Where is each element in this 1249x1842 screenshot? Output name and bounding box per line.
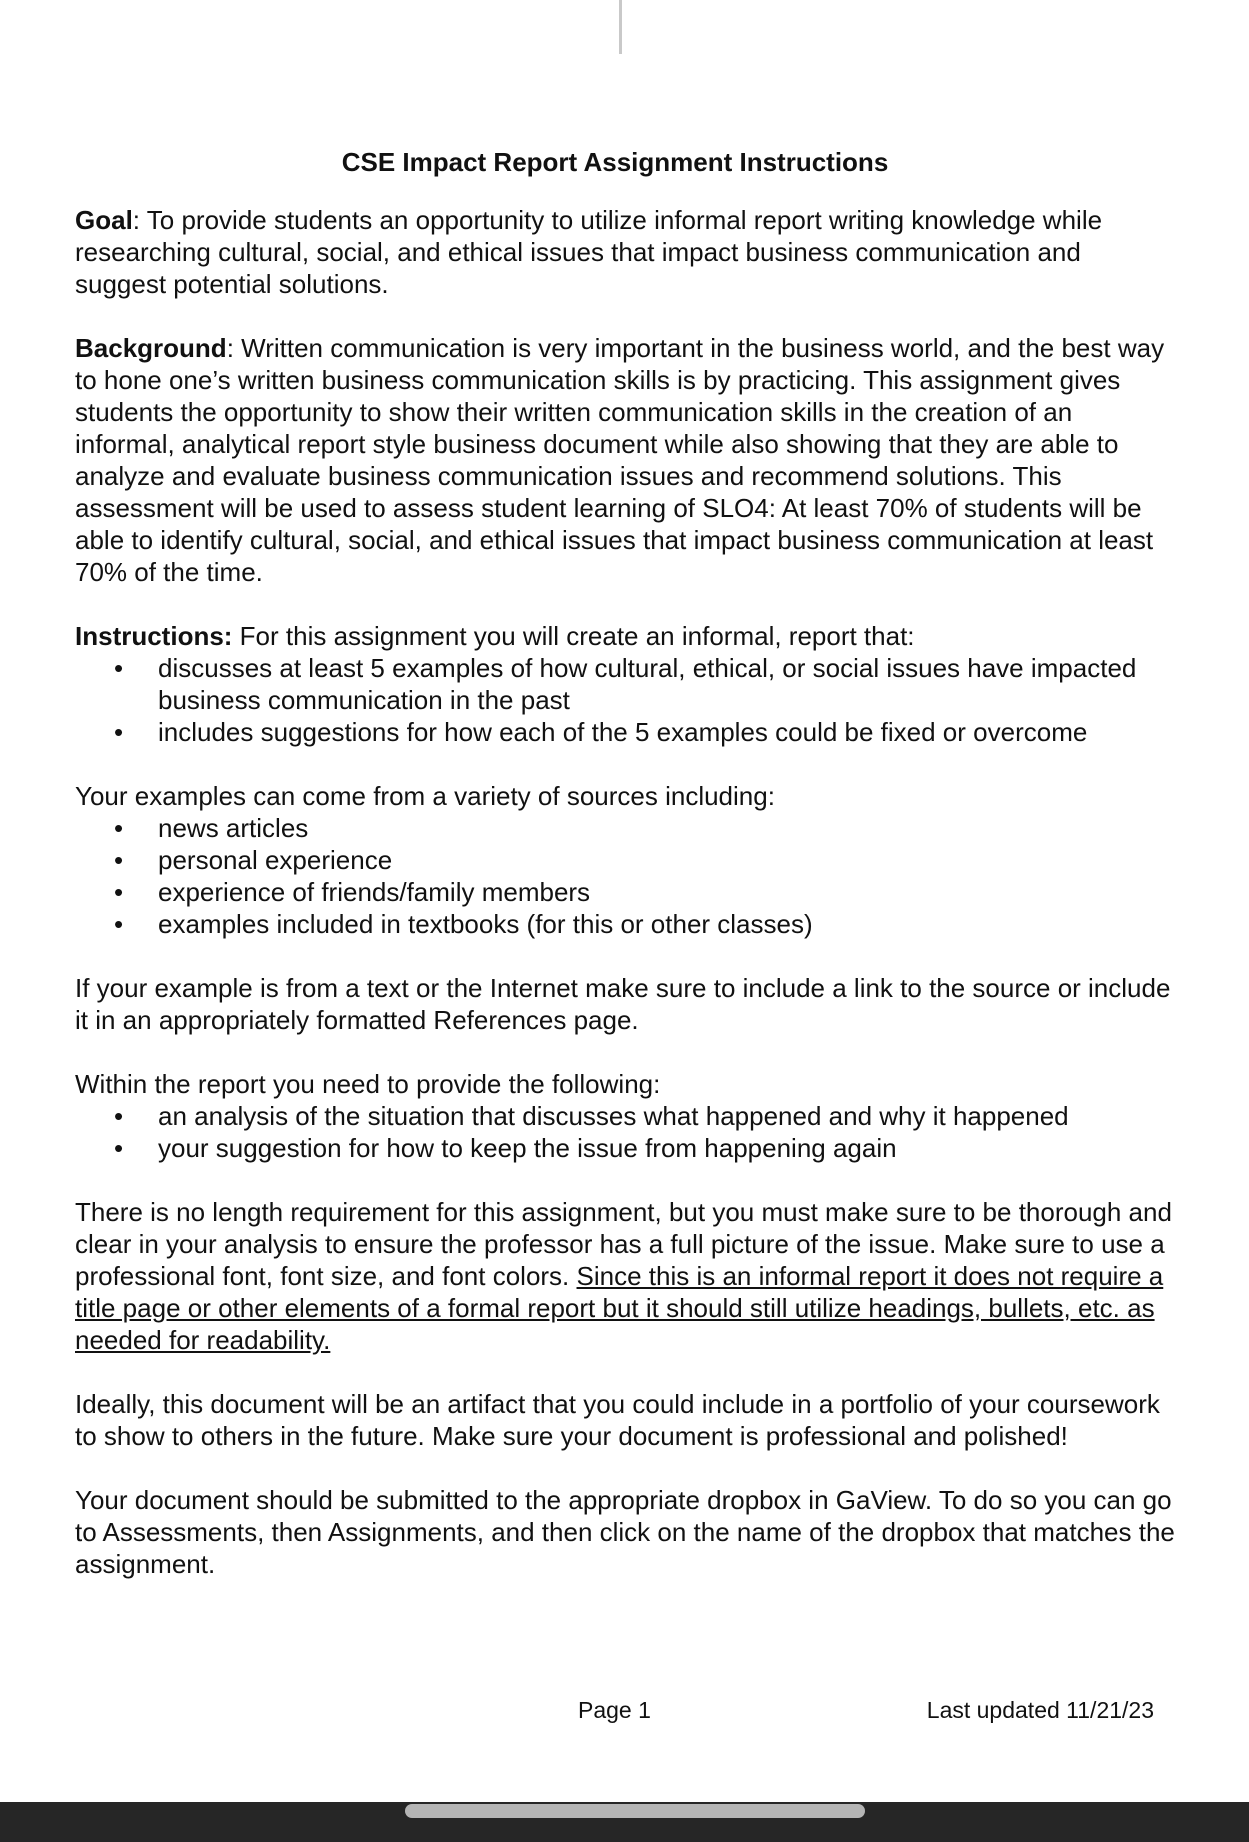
length-text: There is no length requirement for this assignment, but you must make sure to be thorough and clear in your analysis to ensure the professor has a full picture of the issue. Make sure to use a professional font, font size, and font colors.	[75, 1197, 1172, 1291]
citation-note: If your example is from a text or the Internet make sure to include a link to the source or include it in an appropriately formatted References page.	[75, 973, 1171, 1035]
instructions-text: For this assignment you will create an informal, report that:	[232, 621, 915, 651]
report-contents-intro: Within the report you need to provide the following:	[75, 1069, 661, 1099]
goal-paragraph	[75, 204, 1175, 300]
length-paragraph	[75, 1196, 1175, 1356]
length-underlined-text: Since this is an informal report it does not require a title page or other elements of a formal report but it should still utilize headings, bullets, etc. as needed for readability.	[75, 1261, 1164, 1355]
list-item: • news articles	[158, 812, 1175, 844]
goal-text: : To provide students an opportunity to utilize informal report writing knowledge while researching cultural, social, and ethical issues that impact business communication and suggest potential solutions.	[75, 205, 1103, 299]
goal-label: Goal	[75, 205, 133, 235]
sources-intro: Your examples can come from a variety of sources including:	[75, 781, 775, 811]
instructions-list	[75, 652, 1175, 748]
instructions-paragraph	[75, 620, 1175, 652]
sources-list	[75, 812, 1175, 940]
scroll-handle[interactable]	[405, 1804, 865, 1818]
background-label: Background	[75, 333, 227, 363]
submission-paragraph: Your document should be submitted to the appropriate dropbox in GaView. To do so you can go to Assessments, then Assignments, and then click on the name of the dropbox that matches the assignment.	[75, 1485, 1175, 1579]
document-page	[75, 146, 1175, 1612]
list-item: • includes suggestions for how each of the 5 examples could be fixed or overcome	[158, 716, 1175, 748]
instructions-label: Instructions:	[75, 621, 233, 651]
report-contents-list	[75, 1100, 1175, 1164]
list-item: • discusses at least 5 examples of how cultural, ethical, or social issues have impacted business communication in the past	[158, 652, 1175, 716]
background-paragraph	[75, 332, 1175, 588]
page-number: Page 1	[578, 1697, 651, 1723]
list-item: • examples included in textbooks (for this or other classes)	[158, 908, 1175, 940]
background-text: : Written communication is very important in the business world, and the best way to hone one’s written business communication skills is by practicing. This assignment gives students the opportunity to show their written communication skills in the creation of an informal, analytical report style business document while also showing that they are able to analyze and evaluate business communication issues and recommend solutions. This assessment will be used to assess student learning of SLO4: At least 70% of students will be able to identify cultural, social, and ethical issues that impact business communication at least 70% of the time.	[75, 333, 1165, 587]
document-title: CSE Impact Report Assignment Instructions	[341, 147, 889, 177]
portfolio-paragraph: Ideally, this document will be an artifact that you could include in a portfolio of your coursework to show to others in the future. Make sure your document is professional and polished!	[75, 1389, 1160, 1451]
top-divider	[619, 0, 622, 54]
list-item: • experience of friends/family members	[158, 876, 1175, 908]
last-updated: Last updated 11/21/23	[926, 1697, 1154, 1723]
list-item: • an analysis of the situation that discusses what happened and why it happened	[158, 1100, 1175, 1132]
list-item: • personal experience	[158, 844, 1175, 876]
list-item: • your suggestion for how to keep the issue from happening again	[158, 1132, 1175, 1164]
